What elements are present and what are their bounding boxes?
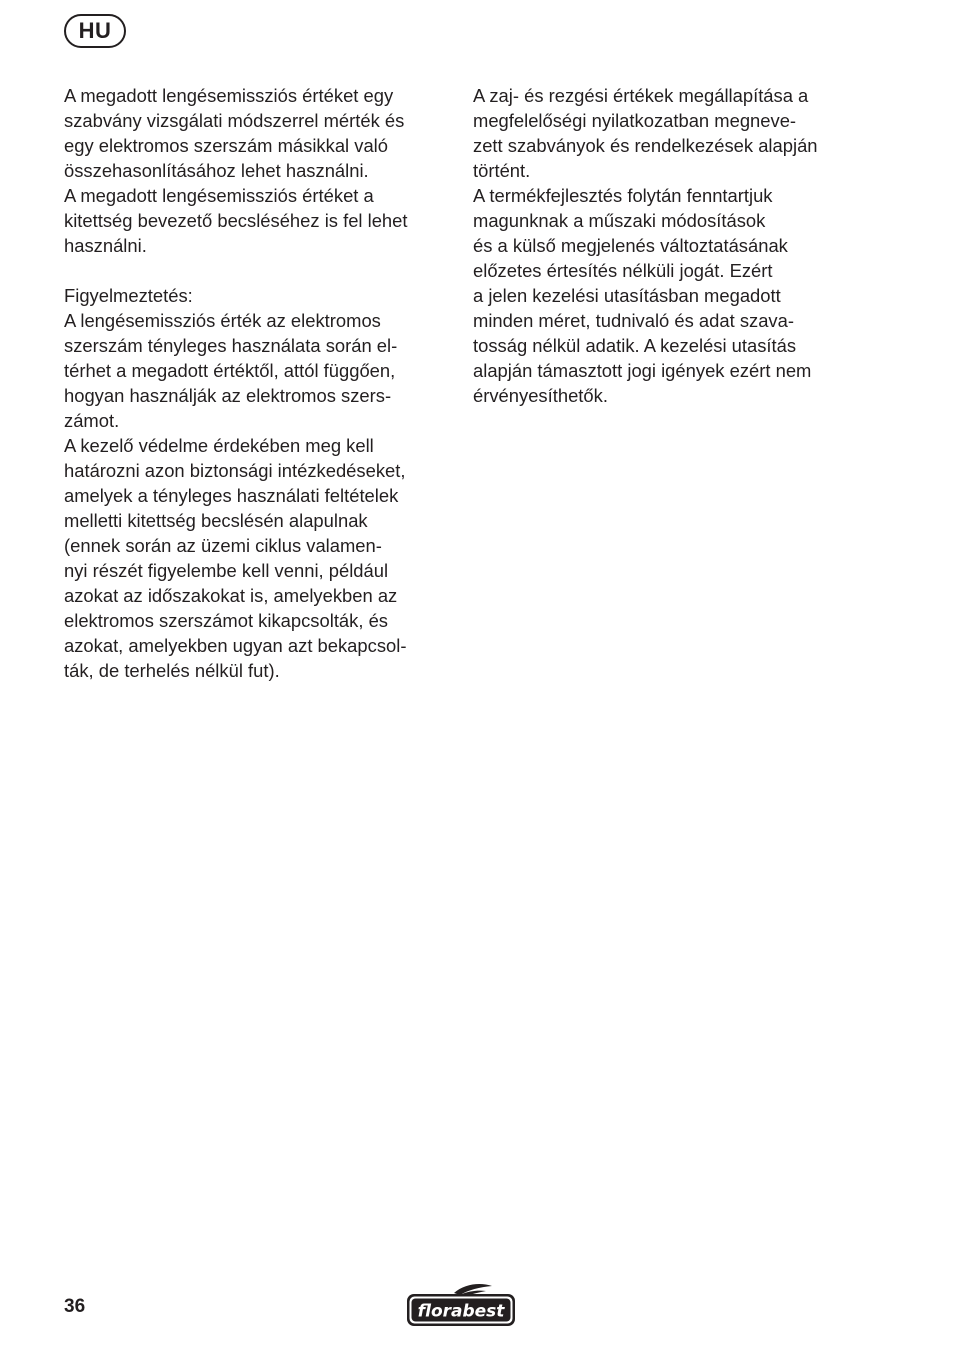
paragraph	[64, 83, 456, 183]
text-line: A lengésemissziós érték az elektromos	[64, 310, 381, 331]
text-line: határozni azon biztonsági intézkedéseket,	[64, 460, 406, 481]
paragraph	[64, 183, 456, 258]
page-number: 36	[64, 1296, 86, 1317]
text-line: A termékfejlesztés folytán fenntartjuk	[473, 185, 773, 206]
text-line: amelyek a tényleges használati feltételek	[64, 485, 399, 506]
text-line: ták, de terhelés nélkül fut).	[64, 660, 280, 681]
brand-name: florabest	[417, 1301, 505, 1322]
paragraph	[473, 83, 873, 183]
paragraph	[64, 433, 456, 683]
text-line: A zaj- és rezgési értékek megállapítása a	[473, 85, 809, 106]
text-line: magunknak a műszaki módosítások	[473, 210, 766, 231]
right-text-column	[473, 83, 873, 408]
paragraph	[473, 183, 873, 408]
text-line: nyi részét figyelembe kell venni, például	[64, 560, 389, 581]
paragraph-spacer	[64, 258, 456, 283]
text-line: érvényesíthetők.	[473, 385, 608, 406]
language-badge: HU	[64, 14, 126, 48]
text-line: Figyelmeztetés:	[64, 285, 193, 306]
text-line: szabvány vizsgálati módszerrel mérték és	[64, 110, 405, 131]
text-line: A megadott lengésemissziós értéket egy	[64, 85, 394, 106]
text-line: használni.	[64, 235, 147, 256]
text-line: alapján támasztott jogi igények ezért nem	[473, 360, 812, 381]
text-line: A kezelő védelme érdekében meg kell	[64, 435, 374, 456]
text-line: minden méret, tudnivaló és adat szava-	[473, 310, 794, 331]
text-line: és a külső megjelenés változtatásának	[473, 235, 788, 256]
text-line: előzetes értesítés nélküli jogát. Ezért	[473, 260, 773, 281]
left-text-column	[64, 83, 456, 683]
text-line: (ennek során az üzemi ciklus valamen-	[64, 535, 382, 556]
text-line: kitettség bevezető becsléséhez is fel lehet	[64, 210, 408, 231]
text-line: egy elektromos szerszám másikkal való	[64, 135, 388, 156]
text-line: zett szabványok és rendelkezések alapján	[473, 135, 818, 156]
florabest-logo-icon	[404, 1282, 518, 1328]
text-line: melletti kitettség becslésén alapulnak	[64, 510, 368, 531]
text-line: szerszám tényleges használata során el-	[64, 335, 398, 356]
text-line: zámot.	[64, 410, 120, 431]
text-line: azokat, amelyekben ugyan azt bekapcsol-	[64, 635, 407, 656]
paragraph	[64, 283, 456, 308]
paragraph	[64, 308, 456, 433]
text-line: összehasonlításához lehet használni.	[64, 160, 369, 181]
text-line: tosság nélkül adatik. A kezelési utasítás	[473, 335, 797, 356]
text-line: azokat az időszakokat is, amelyekben az	[64, 585, 398, 606]
text-line: történt.	[473, 160, 531, 181]
text-line: a jelen kezelési utasításban megadott	[473, 285, 781, 306]
text-line: hogyan használják az elektromos szers-	[64, 385, 392, 406]
text-line: A megadott lengésemissziós értéket a	[64, 185, 374, 206]
text-line: térhet a megadott értéktől, attól függően,	[64, 360, 396, 381]
text-line: megfelelőségi nyilatkozatban megneve-	[473, 110, 797, 131]
text-line: elektromos szerszámot kikapcsolták, és	[64, 610, 388, 631]
